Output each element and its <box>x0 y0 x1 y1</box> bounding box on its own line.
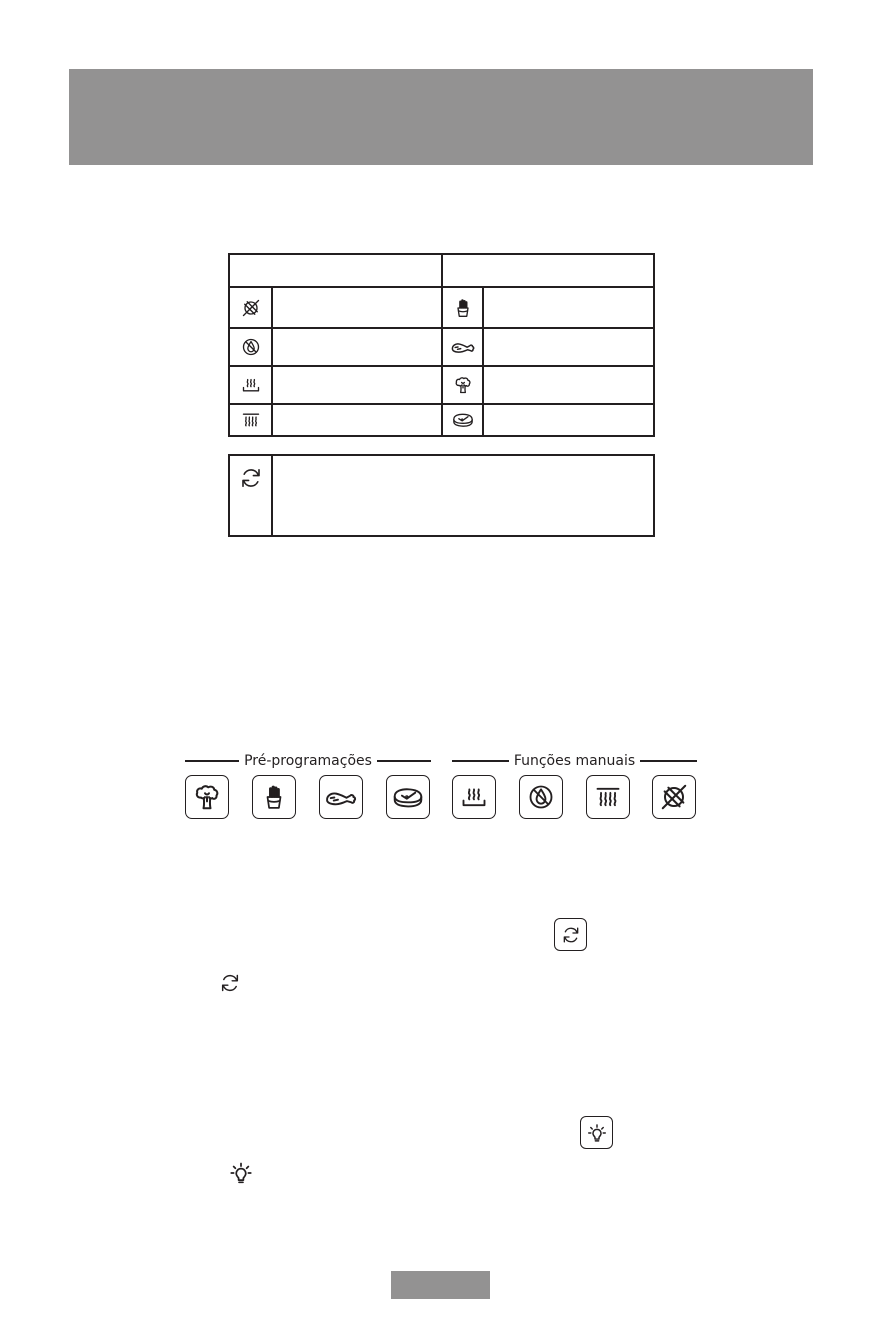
grill-button[interactable] <box>586 775 630 819</box>
reheat-icon <box>460 783 488 811</box>
section-header-band <box>69 69 813 165</box>
table-icon-divider-left <box>271 288 273 435</box>
table-row-divider <box>230 327 653 329</box>
manual-label-text: Funções manuais <box>513 753 636 769</box>
label-rule-left <box>185 760 239 761</box>
fries-icon <box>261 783 287 811</box>
broccoli-icon <box>443 367 482 403</box>
table-icon-divider-right <box>482 288 484 435</box>
note-divider <box>271 456 273 535</box>
functions-table <box>228 253 655 437</box>
drumstick-icon <box>443 329 482 365</box>
label-rule-right <box>640 760 697 761</box>
dehydrate-icon <box>527 783 555 811</box>
drumstick-icon <box>324 783 358 812</box>
page-number-tab <box>391 1271 490 1299</box>
rotate-button[interactable] <box>554 918 587 951</box>
label-rule-left <box>452 760 509 761</box>
light-bulb-icon <box>586 1122 608 1144</box>
rotate-icon <box>217 970 243 996</box>
light-bulb-icon <box>227 1158 255 1188</box>
light-button[interactable] <box>580 1116 613 1149</box>
presets-group-label <box>185 750 431 772</box>
rotate-icon <box>561 925 581 945</box>
steak-icon <box>391 783 425 812</box>
dehydrate-button[interactable] <box>519 775 563 819</box>
fries-icon <box>443 288 482 327</box>
rotisserie-icon <box>230 288 271 327</box>
broccoli-button[interactable] <box>185 775 229 819</box>
steak-button[interactable] <box>386 775 430 819</box>
rotate-note-box <box>228 454 655 537</box>
table-row-divider <box>230 403 653 405</box>
grill-icon <box>594 783 622 811</box>
dehydrate-icon <box>230 329 271 365</box>
reheat-icon <box>230 367 271 403</box>
fries-button[interactable] <box>252 775 296 819</box>
manual-group-label <box>452 750 697 772</box>
label-rule-right <box>377 760 431 761</box>
grill-icon <box>230 405 271 435</box>
rotisserie-button[interactable] <box>652 775 696 819</box>
drumstick-button[interactable] <box>319 775 363 819</box>
reheat-button[interactable] <box>452 775 496 819</box>
broccoli-icon <box>192 782 222 812</box>
rotate-icon <box>230 460 271 496</box>
presets-label-text: Pré-programações <box>244 753 372 769</box>
table-row-divider <box>230 365 653 367</box>
rotisserie-icon <box>659 782 689 812</box>
steak-icon <box>443 405 482 435</box>
